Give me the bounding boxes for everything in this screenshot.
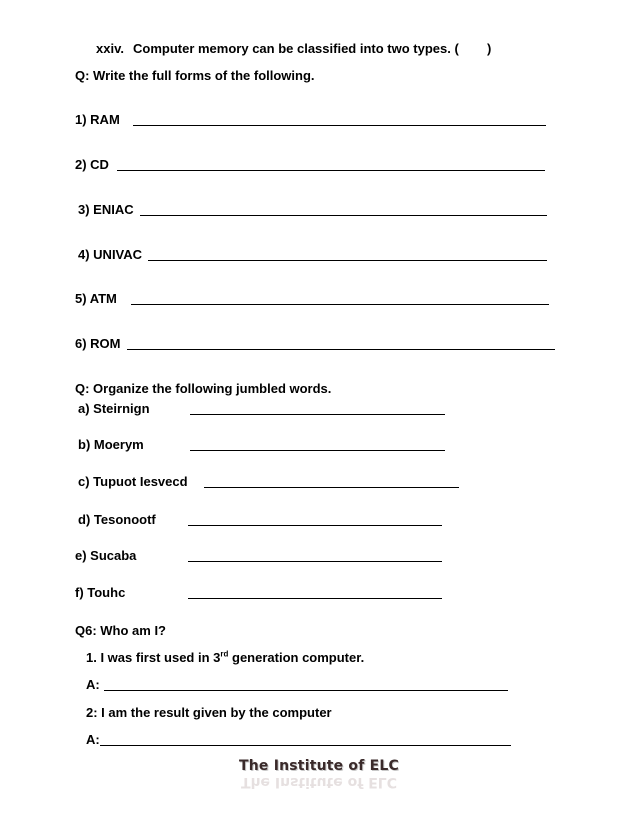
- jumbled-answer-line-b[interactable]: [190, 450, 445, 451]
- item-xxiv-text: Computer memory can be classified into two types. (: [133, 41, 459, 56]
- full-form-label-eniac: 3) ENIAC: [78, 202, 134, 217]
- jumbled-answer-line-c[interactable]: [204, 487, 459, 488]
- jumbled-word-f: f) Touhc: [75, 585, 126, 600]
- footer-logo-text: The Institute of ELC: [239, 758, 399, 774]
- jumbled-answer-line-f[interactable]: [188, 598, 442, 599]
- full-form-label-ram: 1) RAM: [75, 112, 120, 127]
- full-form-answer-line-atm[interactable]: [131, 304, 549, 305]
- who-answer-line-2[interactable]: [100, 745, 511, 746]
- full-form-answer-line-rom[interactable]: [127, 349, 555, 350]
- who-question-1-prefix: 1. I was first used in 3: [86, 650, 221, 665]
- full-form-label-atm: 5) ATM: [75, 291, 117, 306]
- jumbled-word-a: a) Steirnign: [78, 401, 150, 416]
- answer-label-1: A:: [86, 677, 100, 692]
- full-form-answer-line-cd[interactable]: [117, 170, 545, 171]
- who-am-i-heading: Q6: Who am I?: [75, 623, 166, 638]
- jumbled-answer-line-e[interactable]: [188, 561, 442, 562]
- full-form-answer-line-ram[interactable]: [133, 125, 546, 126]
- full-form-label-rom: 6) ROM: [75, 336, 121, 351]
- footer-logo: [0, 758, 638, 790]
- item-xxiv-number: xxiv.: [96, 41, 124, 56]
- full-form-label-univac: 4) UNIVAC: [78, 247, 143, 262]
- who-question-1: [86, 650, 364, 666]
- full-form-label-cd: 2) CD: [75, 157, 109, 172]
- jumbled-word-d: d) Tesonootf: [78, 512, 156, 527]
- full-form-answer-line-eniac[interactable]: [140, 215, 547, 216]
- who-answer-line-1[interactable]: [104, 690, 508, 691]
- jumbled-answer-line-a[interactable]: [190, 414, 445, 415]
- jumbled-heading: Q: Organize the following jumbled words.: [75, 381, 332, 396]
- item-xxiv-close-paren: ): [487, 41, 492, 56]
- jumbled-word-b: b) Moerym: [78, 437, 144, 452]
- full-form-answer-line-univac[interactable]: [148, 260, 547, 261]
- full-forms-heading: Q: Write the full forms of the following.: [75, 68, 315, 83]
- who-question-1-superscript: rd: [220, 649, 229, 659]
- jumbled-word-e: e) Sucaba: [75, 548, 137, 563]
- jumbled-answer-line-d[interactable]: [188, 525, 442, 526]
- answer-label-2: A:: [86, 732, 100, 747]
- footer-logo-reflection: The Institute of ELC: [241, 774, 397, 790]
- jumbled-word-c: c) Tupuot Iesvecd: [78, 474, 188, 489]
- who-question-1-suffix: generation computer.: [228, 650, 365, 665]
- who-question-2: 2: I am the result given by the computer: [86, 705, 332, 720]
